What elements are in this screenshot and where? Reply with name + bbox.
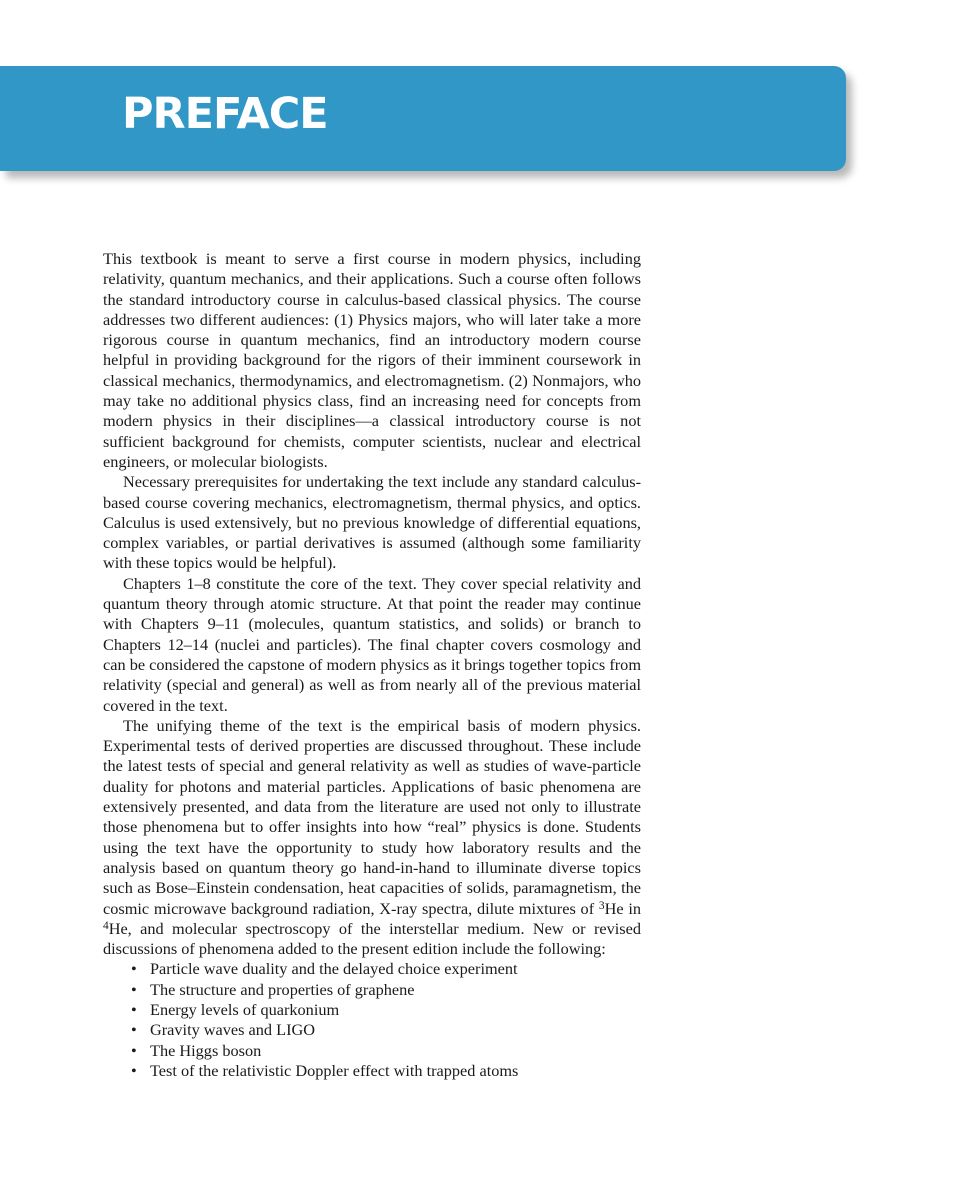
list-item-text: Gravity waves and LIGO <box>150 1020 316 1040</box>
isotope-superscript-4: 4 <box>103 919 109 932</box>
paragraph-theme <box>103 716 641 960</box>
list-item <box>103 1000 641 1020</box>
list-item <box>103 959 641 979</box>
bullet-icon: • <box>131 1040 137 1060</box>
list-item-text: Test of the relativistic Doppler effect with trapped atoms <box>150 1060 519 1080</box>
bullet-icon: • <box>131 999 137 1019</box>
paragraph-theme-text-1: The unifying theme of the text is the empirical basis of modern physics. Experimental tests of derived properties are discussed throughout. These include the latest tests of special and general relativity as well as studies of wave-particle duality for photons and material particles. Applications of basic phenomena are extensively presented, and data from the literature are used not only to illustrate those phenomena but to offer insights into how “real” physics is done. Students using the text have the opportunity to study how laboratory results and the analysis based on quantum theory go hand-in-hand to illuminate diverse topics such as Bose–Einstein condensation, heat capacities of solids, paramagnetism, the cosmic microwave background radiation, X-ray spectra, dilute mixtures of <box>103 715 641 918</box>
list-item-text: The Higgs boson <box>150 1040 262 1060</box>
list-item-text: The structure and properties of graphene <box>150 979 415 999</box>
body-text <box>103 249 641 1081</box>
list-item-text: Particle wave duality and the delayed choice experiment <box>150 959 518 979</box>
paragraph-theme-text-3: He, and molecular spectroscopy of the interstellar medium. New or revised discussions of phenomena added to the present edition include the following: <box>103 918 641 959</box>
bullet-icon: • <box>131 979 137 999</box>
paragraph-prerequisites: Necessary prerequisites for undertaking the text include any standard calculus-based course covering mechanics, electromagnetism, thermal physics, and optics. Calculus is used extensively, but no previous knowledge of differential equations, complex variables, or partial derivatives is assumed (although some familiarity with these topics would be helpful). <box>103 472 641 573</box>
bullet-icon: • <box>131 1020 137 1040</box>
bullet-icon: • <box>131 1060 137 1080</box>
paragraph-chapters: Chapters 1–8 constitute the core of the text. They cover special relativity and quantum theory through atomic structure. At that point the reader may continue with Chapters 9–11 (molecules, quantum statistics, and solids) or branch to Chapters 12–14 (nuclei and particles). The final chapter covers cosmology and can be considered the capstone of modern physics as it brings together topics from relativity (special and general) as well as from nearly all of the previous material covered in the text. <box>103 573 641 715</box>
isotope-superscript-3: 3 <box>598 899 605 912</box>
paragraph-theme-text-2: He in <box>604 898 641 918</box>
list-item <box>103 1061 641 1081</box>
page-title: PREFACE <box>122 89 328 139</box>
new-topics-list <box>103 959 641 1081</box>
list-item <box>103 1020 641 1040</box>
paragraph-intro: This textbook is meant to serve a first course in modern physics, including relativity, quantum mechanics, and their applications. Such a course often follows the standard introductory course in calculus-based classical physics. The course addresses two different audiences: (1) Physics majors, who will later take a more rigorous course in quantum mechanics, find an introductory modern course helpful in providing background for the rigors of their imminent coursework in classical mechanics, thermodynamics, and electromagnetism. (2) Nonmajors, who may take no additional physics class, find an increasing need for concepts from modern physics in their disciplines—a classical introductory course is not sufficient background for chemists, computer scientists, nuclear and electrical engineers, or molecular biologists. <box>103 249 641 471</box>
bullet-icon: • <box>131 959 137 979</box>
list-item <box>103 1041 641 1061</box>
list-item <box>103 980 641 1000</box>
list-item-text: Energy levels of quarkonium <box>150 999 340 1019</box>
